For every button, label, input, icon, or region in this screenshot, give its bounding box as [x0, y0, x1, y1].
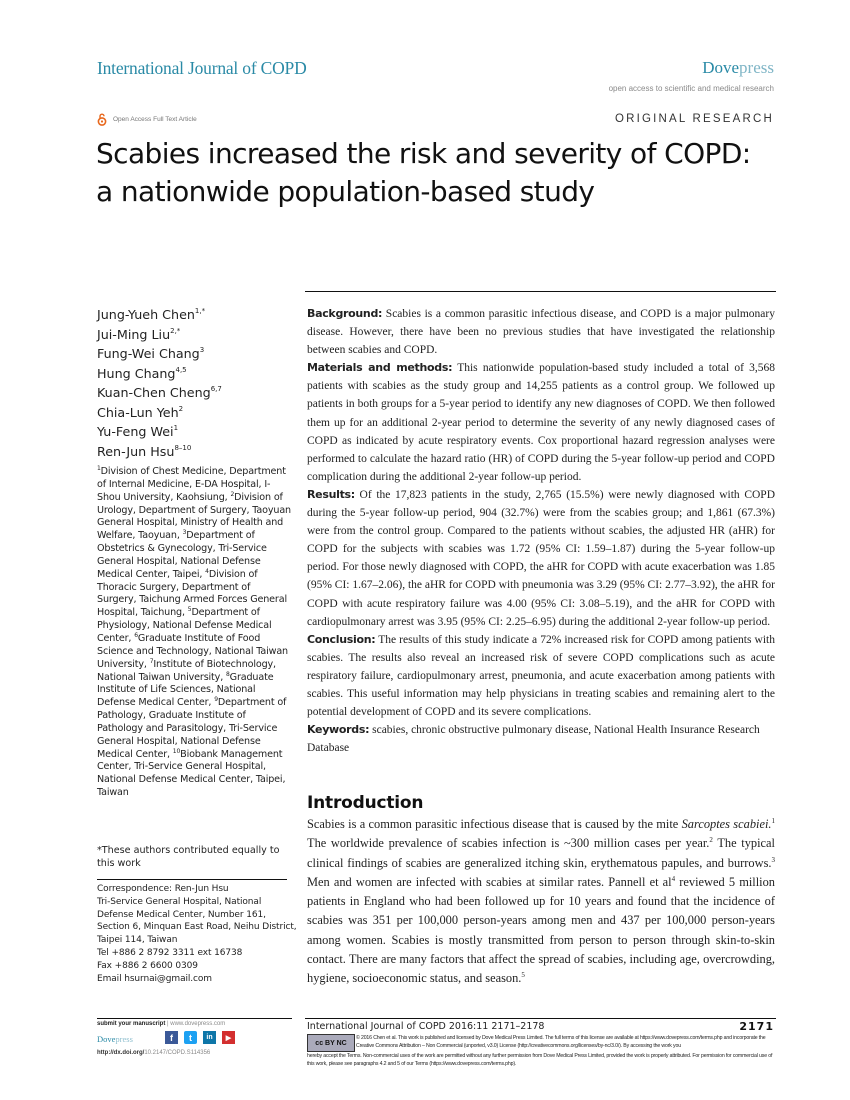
publisher-brand-dove: Dove — [702, 58, 740, 77]
author: Hung Chang$^{4,5}$ — [97, 365, 187, 381]
author: Jui-Ming Liu$^{2,*}$ — [97, 326, 181, 342]
abstract-conclusion: Conclusion: The results of this study indicate a 72% increased risk for COPD among patients with scabies. The results also reveal an increased risk of severe COPD complications such as acute respiratory failure, cardiopulmonary arrest, pneumonia, and acute exacerbation among patients with scabies. This useful information may help physicians in treating scabies and remaining alert to the potential development of COPD and its severe complications. — [307, 632, 775, 719]
correspondence-rule — [97, 879, 287, 880]
correspondence-tel: Tel +886 2 8792 3311 ext 16738 — [97, 947, 243, 958]
introduction-heading: Introduction — [307, 793, 424, 813]
linkedin-icon[interactable]: in — [203, 1031, 216, 1044]
citation-ref[interactable]: 3 — [771, 855, 775, 864]
author-list — [97, 305, 222, 461]
author: Ren-Jun Hsu$^{8-10}$ — [97, 443, 192, 459]
social-links — [165, 1031, 235, 1044]
license-text-continued: hereby accept the Terms. Non-commercial uses of the work are permitted without any further permission from Dove Medical Press Limited, provided the work is properly attributed. For permission for commercial use of this work, please see paragraphs 4.2 and 5 of our Terms (https://www.dovepress.com/terms.php). — [307, 1053, 773, 1068]
title-line-2: a nationwide population-based study — [96, 175, 595, 208]
doi-link[interactable]: http://dx.doi.org/10.2147/COPD.S114356 — [97, 1050, 211, 1056]
introduction-body: Scabies is a common parasitic infectious disease that is caused by the mite Sarcoptes scabiei.$^1$ The worldwide prevalence of scabies infection is ~300 million cases per year.$^2$ The typical clinical findings of scabies are generalized itching skin, erythematous papules, and burrows.$^3$ Men and women are infected with scabies at similar rates. Pannell et $al^4$ reviewed 5 million patients in England who had been followed up for 10 years and found that the incidence of scabies was 351 per 100,000 person-years among men and 437 per 100,000 person-years among women. Scabies is mostly transmitted from person to person through skin-to-skin contact. There are many factors that affect the spread of scabies, including age, overcrowding, hygiene, socioeconomic status, and season.$^5$ — [307, 817, 775, 986]
abstract — [307, 305, 775, 757]
publisher-brand-press: press — [739, 58, 774, 77]
citation-ref[interactable]: 5 — [521, 971, 525, 980]
correspondence-block — [97, 883, 297, 985]
article-type: ORIGINAL RESEARCH — [614, 113, 774, 125]
citation-ref[interactable]: 4 — [671, 874, 676, 883]
publisher-logo — [702, 58, 774, 78]
abstract-keywords: Keywords: scabies, chronic obstructive pulmonary disease, National Health Insurance Research Database — [307, 723, 760, 755]
open-access-label: Open Access Full Text Article — [113, 116, 197, 123]
creative-commons-icon: cc BY NC — [307, 1034, 355, 1052]
journal-name: International Journal of COPD — [97, 58, 307, 78]
abstract-results: Results: Of the 17,823 patients in the study, 2,765 (15.5%) were newly diagnosed with COPD during the 5-year follow-up period, 904 (32.7%) were from the scabies group; and 1,861 (67.3%) were from the control group. Compared to the patients without scabies, the adjusted HR (aHR) for COPD for the subjects with scabies was 1.72 (95% CI: 1.59–1.87) during the 5-year follow-up period. For those newly diagnosed with COPD, the aHR for COPD with acute exacerbation was 1.85 (95% CI: 1.67–2.06), the aHR for COPD with pneumonia was 3.29 (95% CI: 2.77–3.92), the aHR for COPD with acute respiratory failure was 4.00 (95% CI: 3.08–5.19), and the aHR for COPD with cardiopulmonary arrest was 3.95 (95% CI: 2.25–6.95) during the additional 2-year follow-up period. — [307, 487, 775, 628]
open-access-lock-icon — [97, 113, 107, 126]
abstract-top-rule — [305, 291, 776, 292]
affiliations: $^1$Division of Chest Medicine, Department of Internal Medicine, E-DA Hospital, I-Shou University, Kaohsiung, $^2$Division of Urology, Department of Surgery, Taoyuan General Hospital, Ministry of Health and Welfare, Taoyuan, $^3$Department of Obstetrics & Gynecology, Tri-Service General Hospital, National Defense Medical Center, Taipei, $^4$Division of Thoracic Surgery, Department of Surgery, Taichung Armed Forces General Hospital, Taichung, $^5$Department of Physiology, National Defense Medical Center, $^6$Graduate Institute of Food Science and Technology, National Taiwan University, $^7$Institute of Biotechnology, National Taiwan University, $^8$Graduate Institute of Life Sciences, National Defense Medical Center, $^9$Department of Pathology, Graduate Institute of Pathology and Parasitology, Tri-Service General Hospital, National Defense Medical Center, $^{10}$Biobank Management Center, Tri-Service General Hospital, National Defense Medical Center, Taipei, Taiwan — [97, 465, 291, 799]
open-access-row — [97, 113, 197, 126]
footer-rule-left — [97, 1018, 292, 1019]
correspondence-email[interactable]: Email hsurnai@gmail.com — [97, 973, 212, 984]
author: Yu-Feng Wei$^1$ — [97, 424, 179, 439]
correspondence-name: Correspondence: Ren-Jun Hsu — [97, 884, 229, 894]
citation-ref[interactable]: 2 — [709, 836, 713, 845]
license-text: © 2016 Chen et al. This work is published and licensed by Dove Medical Press Limited. The full terms of this license are available at https://www.dovepress.com/terms.php and incorporate the Creative Commons Attribution – Non Commercial (unported, v3.0) License (http://creativecommons.org/licenses/by-nc/3.0/). By accessing the work you — [356, 1035, 766, 1050]
author: Jung-Yueh Chen$^{1,*}$ — [97, 307, 206, 322]
youtube-icon[interactable]: ▶ — [222, 1031, 235, 1044]
citation-ref[interactable]: 1 — [771, 817, 775, 825]
equal-contribution-note: *These authors contributed equally to this work — [97, 845, 280, 869]
journal-citation: International Journal of COPD 2016:11 2171–2178 — [307, 1021, 545, 1032]
footer-publisher-logo: Dovepress — [97, 1034, 133, 1044]
twitter-icon[interactable]: t — [184, 1031, 197, 1044]
correspondence-address: Tri-Service General Hospital, National Defense Medical Center, Number 161, Section 6, Minquan East Road, Neihu District, Taipei 114, Taiwan — [97, 896, 297, 946]
abstract-methods: Materials and methods: This nationwide population-based study included a total of 3,568 patients with scabies as the study group and 14,255 patients as a control group. We followed up patients in both groups for a 5-year period to identify any new diagnoses of COPD. We then followed them up for an additional 2-year period to determine the severity of any newly diagnosed cases of COPD as indicated by acute respiratory events. Cox proportional hazard regression analyses were performed to calculate the hazard ratio (HR) of COPD during the 5-year follow-up period and COPD complication during the additional 2-year follow-up period. — [307, 361, 775, 483]
facebook-icon[interactable]: f — [165, 1031, 178, 1044]
submit-manuscript-link[interactable]: submit your manuscript | www.dovepress.com — [97, 1021, 226, 1027]
author: Fung-Wei Chang$^3$ — [97, 346, 205, 361]
publisher-tagline: open access to scientific and medical research — [608, 84, 774, 93]
author: Chia-Lun Yeh$^2$ — [97, 404, 184, 420]
abstract-background: Background: Scabies is a common parasitic infectious disease, and COPD is a major pulmonary disease. However, there have been no previous studies that have investigated the relationship between scabies and COPD. — [307, 307, 775, 357]
footer-rule-right — [305, 1018, 776, 1019]
author: Kuan-Chen Cheng$^{6,7}$ — [97, 385, 222, 400]
page-number: 2171 — [739, 1020, 774, 1033]
correspondence-fax: Fax +886 2 6600 0309 — [97, 960, 198, 971]
title-line-1: Scabies increased the risk and severity of COPD: — [96, 137, 751, 170]
article-title — [96, 135, 796, 211]
